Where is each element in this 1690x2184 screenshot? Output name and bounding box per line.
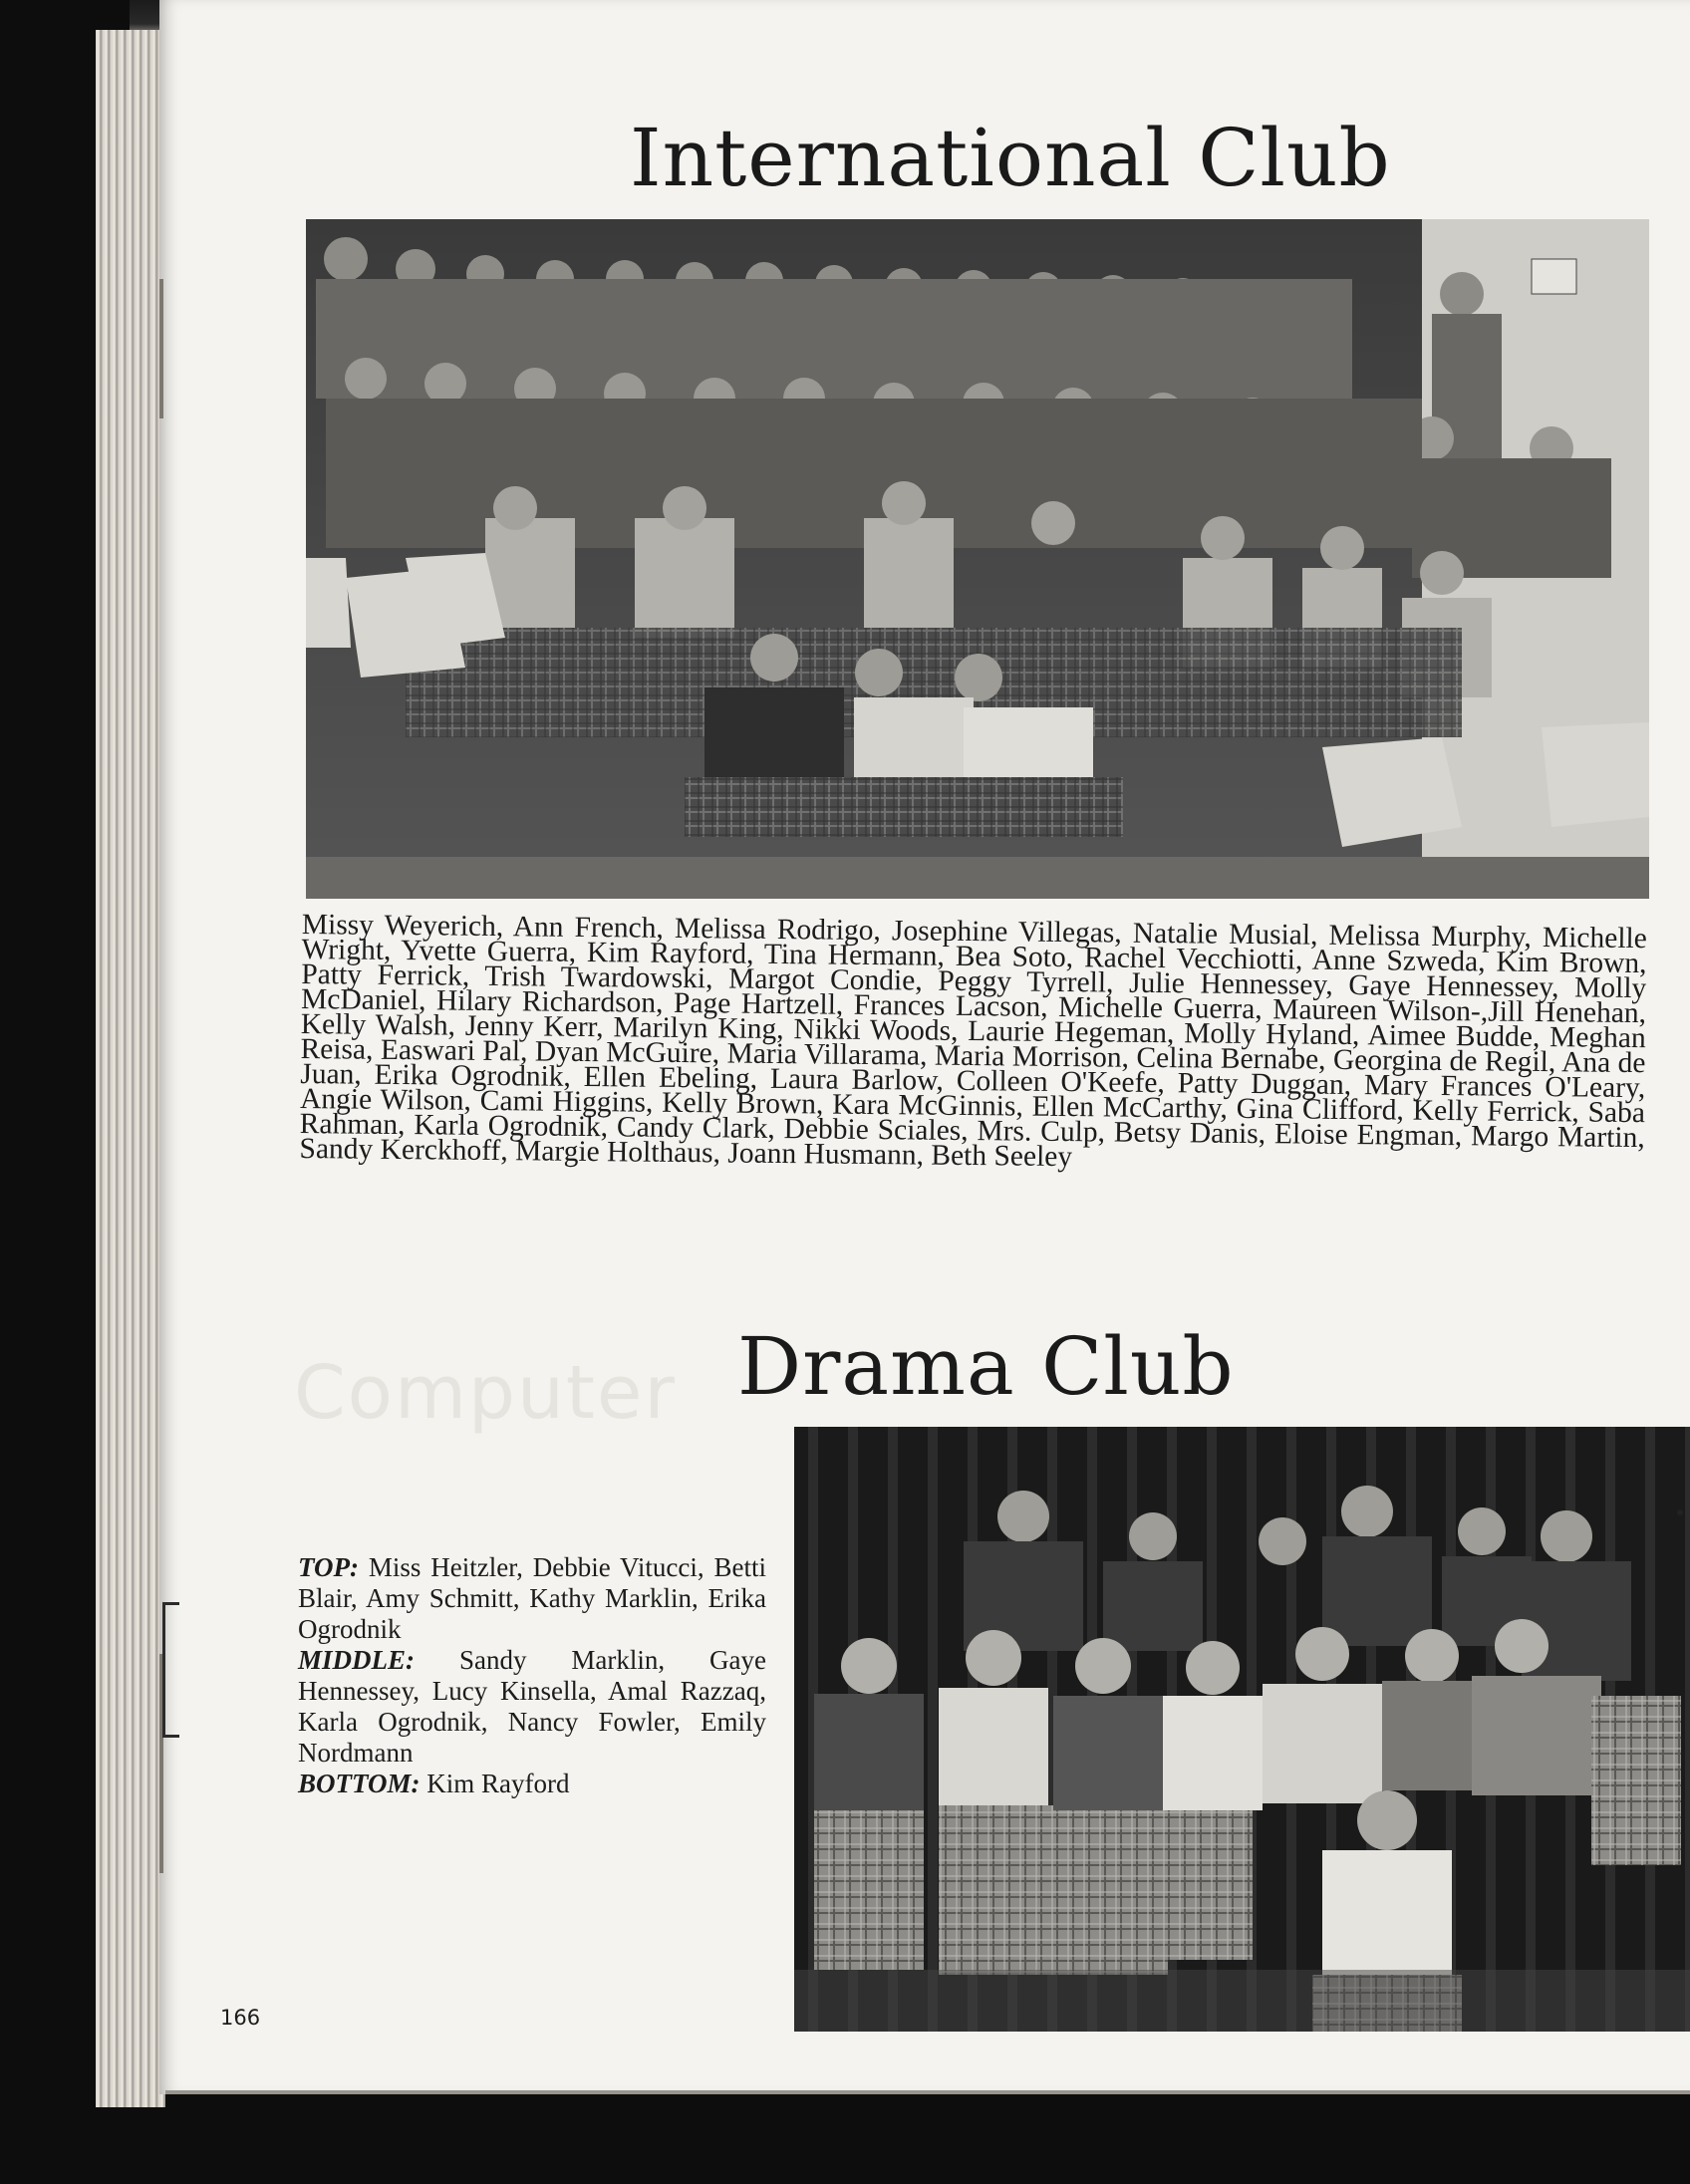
caption-middle-label: MIDDLE: (298, 1645, 416, 1675)
caption-bottom-row (298, 1769, 766, 1799)
international-club-photo (306, 219, 1649, 899)
drama-photo-image (794, 1427, 1690, 2032)
caption-bottom-names: Kim Rayford (426, 1769, 570, 1798)
page-number: 166 (220, 2006, 261, 2030)
drama-club-photo (794, 1427, 1690, 2032)
binding-bracket (162, 1602, 179, 1738)
page-edge-stack (96, 30, 165, 2107)
caption-top-names: Miss Heitzler, Debbie Vitucci, Betti Blair, Amy Schmitt, Kathy Marklin, Erika Ogrodnik (298, 1552, 766, 1644)
caption-top-label: TOP: (298, 1552, 359, 1582)
international-club-title: International Club (630, 112, 1391, 204)
binding-mark (159, 279, 163, 418)
page-bottom-edge (165, 2090, 1690, 2094)
bleed-through-text: Computer (294, 1350, 677, 1436)
drama-club-caption (298, 1552, 766, 1799)
caption-middle-row (298, 1645, 766, 1769)
caption-top-row (298, 1552, 766, 1645)
drama-club-title: Drama Club (737, 1320, 1235, 1413)
group-photo-image (306, 219, 1649, 899)
caption-bottom-label: BOTTOM: (298, 1769, 421, 1798)
international-club-member-list: Missy Weyerich, Ann French, Melissa Rodrigo, Josephine Villegas, Natalie Musial, Melissa Murphy, Michelle Wright, Yvette Guerra, Kim Rayford, Tina Hermann, Bea Soto, Rachel Vecchiotti, Anne Szweda, Kim Brown, Patty Ferrick, Trish Twardowski, Margot Condie, Peggy Tyrrell, Julie Hennessey, Gaye Hennessey, Molly McDaniel, Hilary Richardson, Page Hartzell, Frances Lacson, Michelle Guerra, Maureen Wilson-,Jill Henehan, Kelly Walsh, Jenny Kerr, Marilyn King, Nikki Woods, Laurie Hegeman, Molly Hyland, Aimee Budde, Meghan Reisa, Easwari Pal, Dyan McGuire, Maria Villarama, Maria Morrison, Celina Bernabe, Georgina de Regil, Ana de Juan, Erika Ogrodnik, Ellen Ebeling, Laura Barlow, Colleen O'Keefe, Patty Duggan, Mary Frances O'Leary, Angie Wilson, Cami Higgins, Kelly Brown, Kara McGinnis, Ellen McCarthy, Gina Clifford, Kelly Ferrick, Saba Rahman, Karla Ogrodnik, Candy Clark, Debbie Sciales, Mrs. Culp, Betsy Danis, Eloise Engman, Margo Martin, Sandy Kerckhoff, Margie Holthaus, Joann Husmann, Beth Seeley (299, 909, 1647, 1174)
caption-middle-names: Sandy Marklin, Gaye Hennessey, Lucy Kinsella, Amal Razzaq, Karla Ogrodnik, Nancy Fowler, Emily Nordmann (298, 1645, 767, 1768)
page-speck (1677, 1509, 1683, 1515)
